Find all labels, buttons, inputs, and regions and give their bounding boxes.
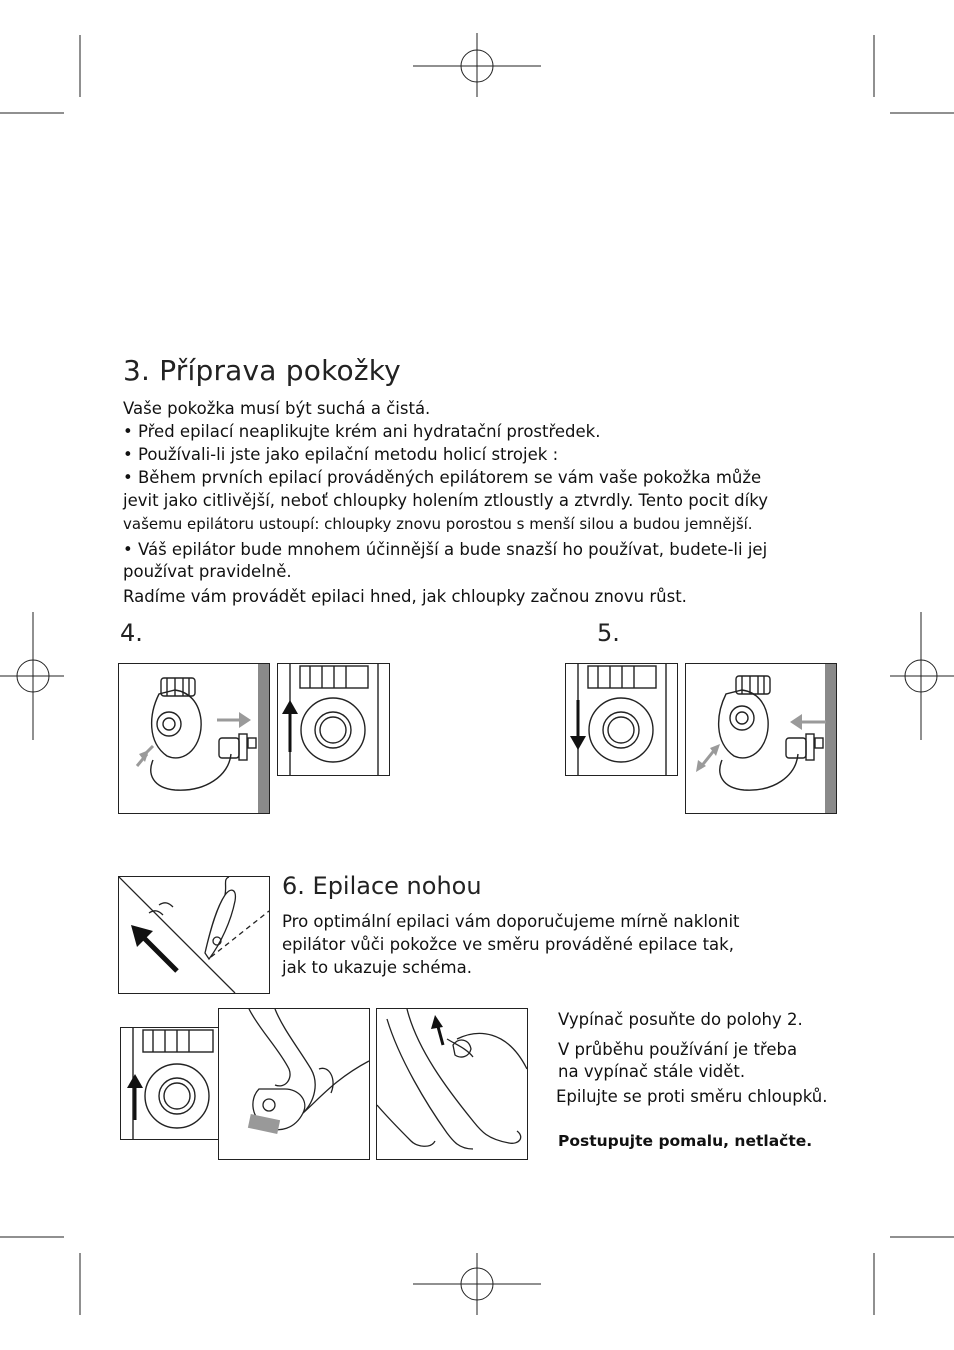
section-6-angle-illustration [118, 876, 270, 994]
epilator-switch-down-drawing [566, 664, 677, 775]
section-3-bullet-3: • Během prvních epilací prováděných epilátorem se vám vaše pokožka může [123, 468, 762, 487]
instruction-switch-visible-2: na vypínač stále vidět. [558, 1062, 746, 1081]
hand-holding-epilator-drawing [219, 1009, 369, 1159]
step-4-label: 4. [120, 619, 143, 647]
instruction-switch-visible-1: V průběhu používání je třeba [558, 1040, 798, 1059]
step-5-switch-illustration [565, 663, 678, 776]
step-5-label: 5. [597, 619, 620, 647]
section-6-line-1: Pro optimální epilaci vám doporučujeme mírně naklonit [282, 912, 740, 931]
epilator-unplug-drawing [686, 664, 836, 813]
section-6-title: 6. Epilace nohou [282, 872, 482, 900]
section-3-bullet-1: • Před epilací neaplikujte krém ani hydratační prostředek. [123, 422, 601, 441]
epilator-charging-drawing [119, 664, 269, 813]
step-4-charging-illustration [118, 663, 270, 814]
step-4-switch-illustration [277, 663, 390, 776]
step-5-unplug-illustration [685, 663, 837, 814]
section-3-bullet-2: • Používali-li jste jako epilační metodu holicí strojek : [123, 445, 559, 464]
section-6-hand-illustration [218, 1008, 370, 1160]
warning-text: Postupujte pomalu, netlačte. [558, 1132, 813, 1150]
section-3-bullet-4-cont: používat pravidelně. [123, 562, 292, 581]
epilator-angle-drawing [119, 877, 269, 993]
section-3-closing: Radíme vám provádět epilaci hned, jak chloupky začnou znovu růst. [123, 587, 687, 606]
section-6-line-3: jak to ukazuje schéma. [282, 958, 472, 977]
instruction-switch-position: Vypínač posuňte do polohy 2. [558, 1010, 803, 1029]
section-6-line-2: epilátor vůči pokožce ve směru prováděné epilace tak, [282, 935, 734, 954]
section-3-bullet-3-cont2: vašemu epilátoru ustoupí: chloupky znovu porostou s menší silou a budou jemnější. [123, 515, 753, 533]
section-3-bullet-3-cont: jevit jako citlivější, neboť chloupky holením ztloustly a ztvrdly. Tento pocit díky [123, 491, 768, 510]
section-3-bullet-4: • Váš epilátor bude mnohem účinnější a bude snazší ho používat, budete-li jej [123, 540, 768, 559]
leg-epilation-drawing [377, 1009, 527, 1159]
section-6-leg-illustration [376, 1008, 528, 1160]
section-3-intro: Vaše pokožka musí být suchá a čistá. [123, 399, 431, 418]
instruction-direction: Epilujte se proti směru chloupků. [556, 1087, 828, 1106]
section-3-title: 3. Příprava pokožky [123, 354, 401, 387]
epilator-switch-up-drawing [278, 664, 389, 775]
